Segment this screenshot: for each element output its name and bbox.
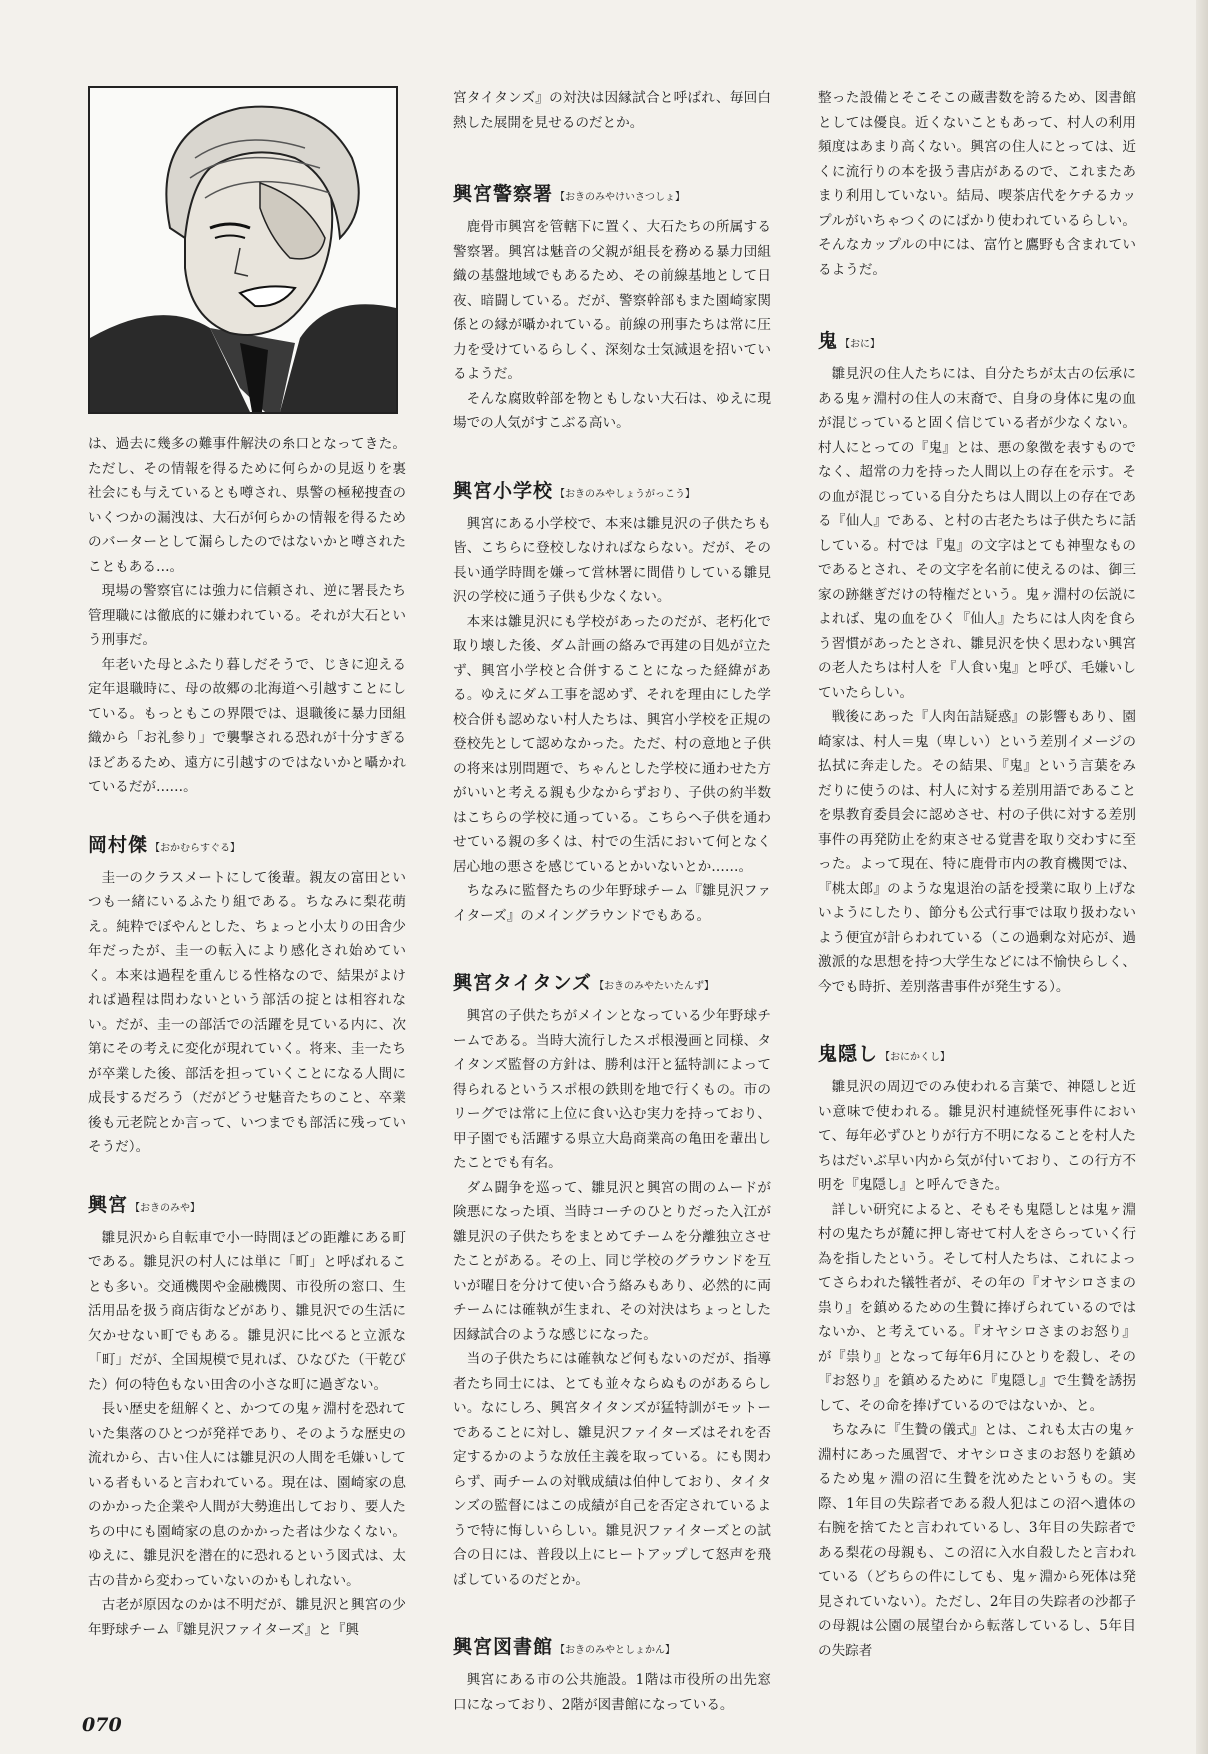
entry-paragraph: そんな腐敗幹部を物ともしない大石は、ゆえに現場での人気がすこぶる高い。 — [453, 390, 771, 431]
entry-paragraph: ちなみに『生贄の儀式』とは、これも太古の鬼ヶ淵村にあった風習で、オヤシロさまのお怒りを鎮めるため鬼ヶ淵の沼に生贄を沈めたというもの。実際、1年目の失踪者である殺人犯はこの沼へ遺体の右腕を捨てたと言われているし、3年目の失踪者である梨花の母親も、この沼に入水自殺したと言われている（どちらの件にしても、鬼ヶ淵から死体は発見されていない）。ただし、2年目の失踪者の沙都子の母親は公園の展望台から転落しているし、5年目の失踪者 — [818, 1422, 1136, 1659]
glossary-entry — [453, 968, 771, 1592]
intro-paragraph: 年老いた母とふたり暮しだそうで、じきに迎える定年退職時に、母の故郷の北海道へ引越すことにしている。もっともこの界隈では、退職後に暴力団組織から「お礼参り」で襲撃される恐れが十分すぎるほどあるため、遠方に引越すのではないかと囁かれているだが……。 — [88, 656, 406, 795]
entry-paragraph: 古老が原因なのかは不明だが、雛見沢と興宮の少年野球チーム『雛見沢ファイターズ』と『興 — [88, 1597, 406, 1638]
entry-heading — [453, 179, 771, 213]
entry-term: 興宮タイタンズ — [453, 972, 593, 994]
entry-reading: 【おきのみやたいたんず】 — [594, 981, 715, 992]
entry-reading: 【おきのみや】 — [130, 1202, 201, 1214]
entry-paragraph: 詳しい研究によると、そもそも鬼隠しとは鬼ヶ淵村の鬼たちが麓に押し寄せて村人をさらっていく行為を指したという。そして村人たちは、これによってさらわれた犠牲者が、その年の『オヤシロさまの祟り』を鎮めるための生贄に捧げられているのではないか、と考えている。『オヤシロさまのお怒り』が『祟り』となって毎年6月にひとりを殺し、その『お怒り』を鎮めるために『鬼隠し』で生贄を誘拐して、その命を捧げているのではないか、と。 — [818, 1201, 1136, 1414]
glossary-entry — [453, 1632, 771, 1717]
entry-reading: 【おかむらすぐる】 — [150, 842, 241, 854]
entry-reading: 【おきのみやとしょかん】 — [555, 1645, 676, 1656]
entry-paragraph: ちなみに監督たちの少年野球チーム『雛見沢ファイターズ』のメイングラウンドでもある。 — [453, 883, 771, 924]
entry-heading — [453, 968, 771, 1002]
entry-paragraph: 興宮の子供たちがメインとなっている少年野球チームである。当時大流行したスポ根漫画と同様、タイタンズ監督の方針は、勝利は汗と猛特訓によって得られるというスポ根の鉄則を地で行くもの。市のリーグでは常に上位に食い込む実力を持っており、甲子園でも活躍する県立大島商業高の亀田を輩出したことでも有名。 — [453, 1008, 771, 1171]
page-edge — [1196, 0, 1208, 1754]
entry-heading — [453, 1632, 771, 1666]
entry-term: 鬼隠し — [818, 1043, 879, 1065]
entry-paragraph: 本来は雛見沢にも学校があったのだが、老朽化で取り壊した後、ダム計画の絡みで再建の目処が立たず、興宮小学校と合併することになった経緯がある。ゆえにダム工事を認めず、それを理由にした学校合併も認めない村人たちは、興宮小学校を正規の登校先として認めなかった。ただ、村の意地と子供の将来は別問題で、ちゃんとした学校に通わせた方がいいと考える親も少なからずおり、子供の約半数はこちらの学校に通っている。こちらへ子供を通わせている親の多くは、村での生活において何となく居心地の悪さを感じているとかいないとか……。 — [453, 613, 771, 875]
entry-term: 興宮小学校 — [453, 479, 554, 502]
intro-paragraph: 宮タイタンズ』の対決は因縁試合と呼ばれ、毎回白熱した展開を見せるのだとか。 — [453, 90, 771, 131]
entry-term: 岡村傑 — [88, 833, 149, 856]
entry-reading: 【おに】 — [840, 339, 881, 350]
entry-heading — [88, 1190, 406, 1224]
entry-paragraph: 興宮にある市の公共施設。1階は市役所の出先窓口になっており、2階が図書館になっている。 — [453, 1672, 771, 1713]
entry-paragraph: 雛見沢の住人たちには、自分たちが太古の伝承にある鬼ヶ淵村の住人の末裔で、自身の身体に鬼の血が混じっていると固く信じている者が少なくない。村人にとっての『鬼』とは、悪の象徴を表すものでなく、超常の力を持った人間以上の存在を示す。その血が混じっている自分たちは人間以上の存在である『仙人』である、と村の古老たちは子供たちに話している。村では『鬼』の文字はとても神聖なものであるとされ、その文字を名前に使えるのは、御三家の跡継ぎだけの特権だという。鬼ヶ淵村の伝説によれば、鬼の血をひく『仙人』たちには人肉を食らう習慣があったとされ、雛見沢を快く思わない興宮の老人たちは村人を『人食い鬼』と呼び、毛嫌いしていたらしい。 — [818, 366, 1136, 701]
entry-reading: 【おにかくし】 — [880, 1052, 951, 1063]
entry-paragraph: 鹿骨市興宮を管轄下に置く、大石たちの所属する警察署。興宮は魅音の父親が組長を務める暴力団組織の基盤地域でもあるため、その前線基地として日夜、暗闘している。だが、警察幹部もまた園崎家関係との縁が囁かれている。前線の刑事たちは常に圧力を受けているらしく、深刻な士気減退を招いているようだ。 — [453, 219, 771, 382]
page-number: 070 — [82, 1714, 122, 1736]
character-portrait-illustration — [88, 86, 398, 414]
glossary-entry — [88, 830, 406, 1160]
entry-paragraph: 興宮にある小学校で、本来は雛見沢の子供たちも皆、こちらに登校しなければならない。だが、その長い通学時間を嫌って営林署に間借りしている雛見沢の学校に通う子供も少なくない。 — [453, 515, 771, 605]
entry-paragraph: 雛見沢から自転車で小一時間ほどの距離にある町である。雛見沢の村人には単に「町」と呼ばれることも多い。交通機関や金融機関、市役所の窓口、生活用品を扱う商店街などがあり、雛見沢での生活に欠かせない町でもある。雛見沢に比べると立派な「町」だが、全国規模で見れば、ひなびた（干乾びた）何の特色もない田舎の小さな町に過ぎない。 — [88, 1229, 406, 1393]
glossary-entry — [88, 1190, 406, 1643]
entry-paragraph: 戦後にあった『人肉缶詰疑惑』の影響もあり、園崎家は、村人＝鬼（卑しい）という差別イメージの払拭に奔走した。その結果、『鬼』という言葉をみだりに使うのは、村人に対する差別用語であることを県教育委員会に認めさせ、村の子供に対する差別事件の再発防止を約束させる覚書を取り交わすに至った。よって現在、特に鹿骨市内の教育機関では、『桃太郎』のような鬼退治の話を授業に取り上げないようにしたり、節分も公式行事では取り扱わないよう便宜が計らわれている（この過剰な対応が、過激派的な思想を持つ大学生などには不愉快らしく、今でも時折、差別落書事件が発生する）。 — [818, 709, 1136, 995]
entry-paragraph: 圭一のクラスメートにして後輩。親友の富田といつも一緒にいるふたり組である。ちなみに梨花萌え。純粋でぼやんとした、ちょっと小太りの田舎少年だったが、圭一の転入により感化され始めていく。本来は過程を重んじる性格なので、結果がよければ過程は問わないという部活の掟とは相容れない。だが、圭一の部活での活躍を見ている内に、次第にその考えに変化が現れていく。将来、圭一たちが卒業した後、部活を担っていくことになる人間に成長するだろう（だがどうせ魅音たちのこと、卒業後も元老院とか言って、いつまでも部活に残っていそうだ）。 — [88, 869, 406, 1155]
column-1 — [88, 86, 406, 1642]
column-2 — [453, 86, 771, 1717]
entry-term: 興宮 — [88, 1193, 129, 1216]
intro-paragraph: 整った設備とそこそこの蔵書数を誇るため、図書館としては優良。近くないこともあって、村人の利用頻度はあまり高くない。興宮の住人にとっては、近くに流行りの本を扱う書店があるので、これまたあまり利用していない。結局、喫茶店代をケチるカップルがいちゃつくのにばかり使われているらしい。そんなカップルの中には、富竹と鷹野も含まれているようだ。 — [818, 90, 1136, 278]
portrait-drawing — [90, 88, 396, 412]
entry-term: 興宮図書館 — [453, 1636, 554, 1658]
entry-paragraph: 長い歴史を紐解くと、かつての鬼ヶ淵村を恐れていた集落のひとつが発祥であり、そのような歴史の流れから、古い住人には雛見沢の人間を毛嫌いしている者もいると言われている。現在は、園崎家の息のかかった企業や人間が大勢進出しており、要人たちの中にも園崎家の息のかかった者は少なくない。ゆえに、雛見沢を潜在的に恐れるという図式は、太古の昔から変わっていないのかもしれない。 — [88, 1401, 406, 1589]
column-3 — [818, 86, 1136, 1663]
glossary-entry — [818, 326, 1136, 999]
entry-heading — [453, 476, 771, 510]
glossary-entry — [453, 179, 771, 436]
intro-paragraph: 現場の警察官には強力に信頼され、逆に署長たち管理職には徹底的に嫌われている。それが大石という刑事だ。 — [88, 583, 406, 648]
glossary-entry — [453, 476, 771, 929]
intro-paragraph: は、過去に幾多の難事件解決の糸口となってきた。ただし、その情報を得るために何らかの見返りを裏社会にも与えているとも噂され、県警の極秘捜査のいくつかの漏洩は、大石が何らかの情報を得るためのバーターとして漏らしたのではないかと噂されたこともある…。 — [88, 436, 406, 575]
entry-paragraph: ダム闘争を巡って、雛見沢と興宮の間のムードが険悪になった頃、当時コーチのひとりだった入江が雛見沢の子供たちをまとめてチームを分離独立させたことがある。その上、同じ学校のグラウンドを互いが曜日を分けて使い合う絡みもあり、必然的に両チームには確執が生まれ、その対決はちょっとした因縁試合のような感じになった。 — [453, 1179, 771, 1343]
entry-heading — [818, 1039, 1136, 1073]
entry-term: 鬼 — [818, 330, 839, 352]
entry-term: 興宮警察署 — [453, 183, 554, 205]
entry-heading — [818, 326, 1136, 360]
entry-heading — [88, 830, 406, 864]
entry-reading: 【おきのみやけいさつしょ】 — [555, 192, 686, 203]
entry-paragraph: 当の子供たちには確執など何もないのだが、指導者たち同士には、とても並々ならぬものがあるらしい。なにしろ、興宮タイタンズが猛特訓がモットーであることに対し、雛見沢ファイターズはそれを否定するかのような放任主義を取っている。にも関わらず、両チームの対戦成績は伯仲しており、タイタンズの監督にはこの成績が自己を否定されているようで特に悔しいらしい。雛見沢ファイターズとの試合の日には、普段以上にヒートアップして怒声を飛ばしているのだとか。 — [453, 1351, 771, 1588]
entry-paragraph: 雛見沢の周辺でのみ使われる言葉で、神隠しと近い意味で使われる。雛見沢村連続怪死事件において、毎年必ずひとりが行方不明になることを村人たちはだいぶ早い内から気が付いており、この行方不明を『鬼隠し』と呼んできた。 — [818, 1079, 1136, 1193]
entry-reading: 【おきのみやしょうがっこう】 — [555, 488, 696, 500]
glossary-entry — [818, 1039, 1136, 1663]
